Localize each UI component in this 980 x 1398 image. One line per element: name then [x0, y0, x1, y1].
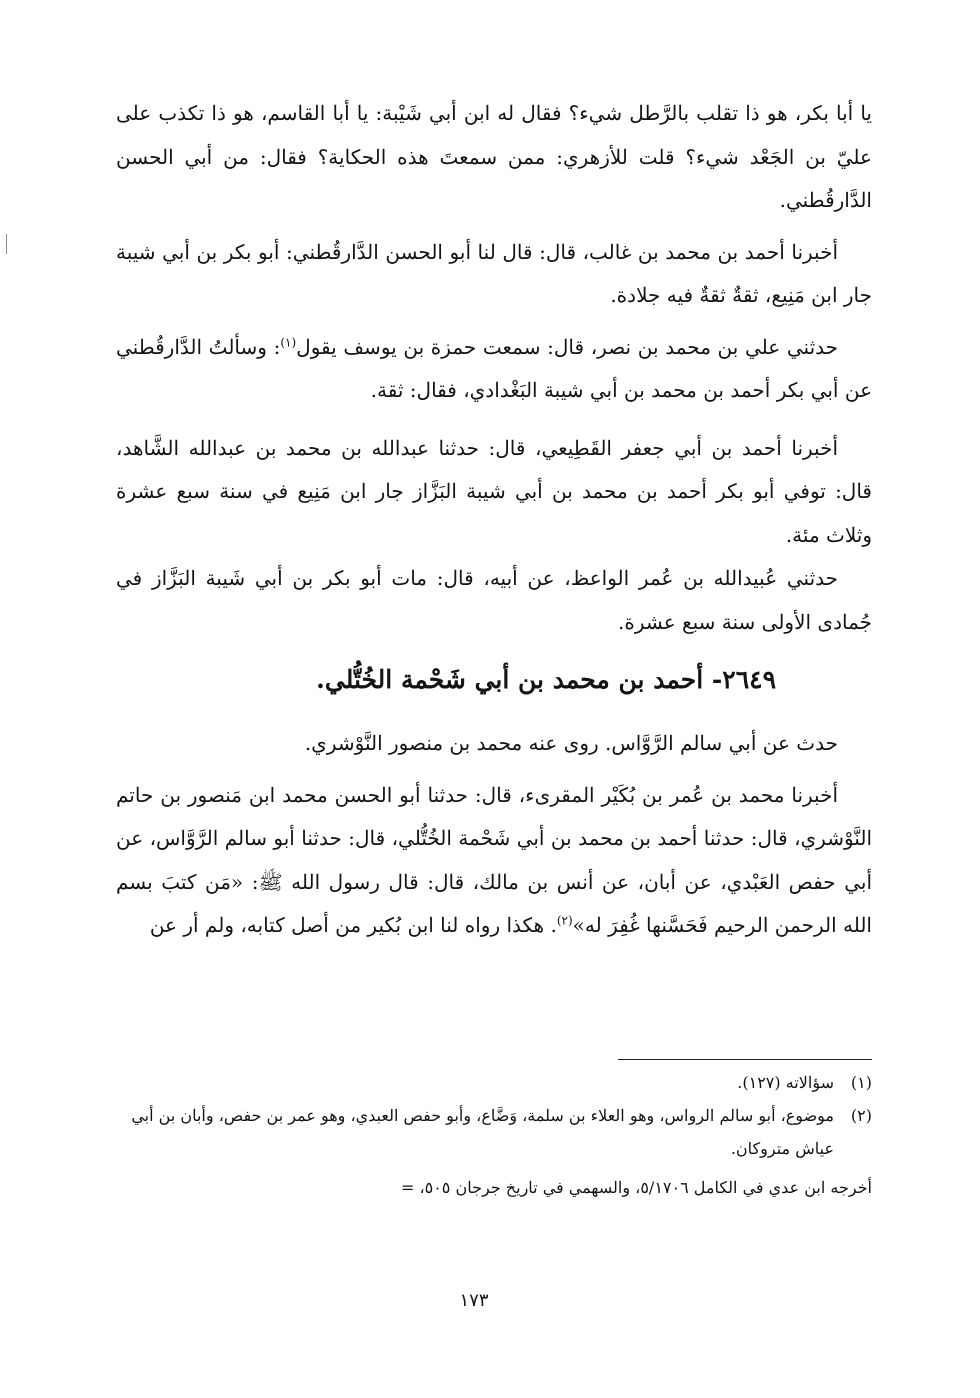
paragraph-4: أخبرنا أحمد بن أبي جعفر القَطِيعي، قال: حدثنا عبدالله بن محمد بن عبدالله الشَّاهد، قال: توفي أبو بكر أحمد بن محمد بن أبي شيبة البَزَّاز جار ابن مَنِيع في سنة سبع عشرة وثلاث مئة.: [116, 435, 872, 547]
page-number: ١٧٣: [459, 1290, 489, 1311]
paragraph-3: [116, 326, 872, 413]
entry-heading: ٢٦٤٩- أحمد بن محمد بن أبي شَحْمة الخُتُّلي.: [316, 665, 776, 694]
scan-artifact: [6, 234, 7, 254]
footnote-text: موضوع، أبو سالم الرواس، وهو العلاء بن سلمة، وَضَّاع، وأبو حفص العبدي، وهو عمر بن حفص، وأبان بن أبي عياش متروكان.: [131, 1106, 834, 1158]
footnote-2: [116, 1099, 872, 1165]
paragraph-3-text-b: : وسألتُ الدَّارقُطني عن أبي بكر أحمد بن محمد بن أبي شيبة البَغْدادي، فقال: ثقة.: [116, 334, 872, 402]
paragraph-6: حدث عن أبي سالم الرَّوَّاس. روى عنه محمد بن منصور النَّوْشري.: [304, 731, 838, 755]
paragraph-7: [116, 774, 872, 948]
footnote-divider: [618, 1059, 872, 1060]
footnote-text: سؤالاته (١٢٧).: [737, 1073, 834, 1092]
paragraph-7-text-b: . هكذا رواه لنا ابن بُكير من أصل كتابه، ولم أر عن: [149, 913, 557, 937]
footnote-number: (٢): [850, 1106, 872, 1125]
paragraph-1: يا أبا بكر، هو ذا تقلب بالرَّطل شيء؟ فقال له ابن أبي شَيْبة: يا أبا القاسم، هو ذا تكذب على عليّ بن الجَعْد شيء؟ قلت للأزهري: ممن سمعتَ هذه الحكاية؟ فقال: من أبي الحسن الدَّارقُطني.: [116, 101, 872, 212]
paragraph-2: أخبرنا أحمد بن محمد بن غالب، قال: قال لنا أبو الحسن الدَّارقُطني: أبو بكر بن أبي شيبة جار ابن مَنِيع، ثقةٌ ثقةٌ فيه جلادة.: [116, 239, 872, 307]
paragraph-3-text-a: حدثني علي بن محمد بن نصر، قال: سمعت حمزة بن يوسف يقول: [296, 334, 839, 359]
footnotes: [116, 1066, 872, 1204]
paragraph-5: حدثني عُبيدالله بن عُمر الواعظ، عن أبيه، قال: مات أبو بكر بن أبي شَيبة البَزَّاز في جُمادى الأولى سنة سبع عشرة.: [116, 566, 872, 634]
footnote-number: (١): [850, 1073, 872, 1092]
footnote-marker-1: (١): [280, 334, 297, 349]
footnote-marker-2: (٢): [556, 913, 573, 928]
main-text: [116, 92, 872, 948]
paragraph-7-text-a: أخبرنا محمد بن عُمر بن بُكَيْر المقرىء، قال: حدثنا أبو الحسن محمد ابن مَنصور بن حاتم النَّوْشري، قال: حدثنا أحمد بن محمد بن أبي شَحْمة الخُتُّلي، قال: حدثنا أبو سالم الرَّوَّاس، عن أبي حفص العَبْدي، عن أبان، عن أنس بن مالك، قال: قال رسول الله ﷺ: «مَن كتبَ بسم الله الرحمن الرحيم فَحَسَّنها غُفِرَ له»: [116, 782, 872, 937]
footnote-continuation: أخرجه ابن عدي في الكامل ٥/١٧٠٦، والسهمي في تاريخ جرجان ٥٠٥، =: [400, 1178, 872, 1197]
footnote-1: [116, 1066, 872, 1099]
